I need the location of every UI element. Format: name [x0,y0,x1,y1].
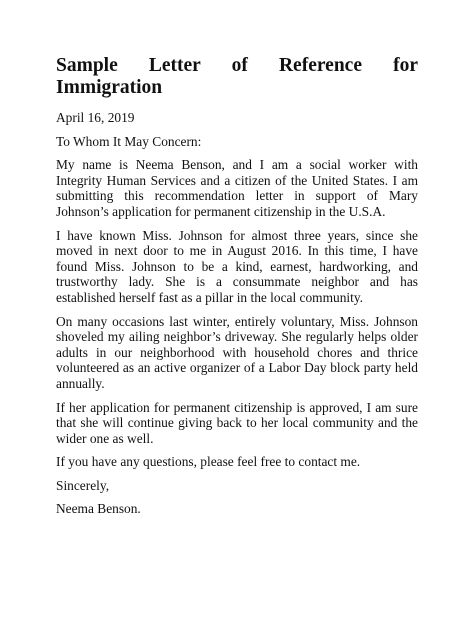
letter-title [56,55,418,99]
letter-paragraph-contact: If you have any questions, please feel free to contact me. [56,454,361,470]
letter-content [56,55,418,517]
letter-signature: Neema Benson. [56,501,141,517]
letter-salutation: To Whom It May Concern: [56,133,202,149]
letter-title-line-1: Sample Letter of Reference for [56,55,418,76]
letter-date: April 16, 2019 [56,110,135,125]
letter-paragraph-acquaintance: I have known Miss. Johnson for almost three years, since she moved in next door to me in August 2016. In this time, I have found Miss. Johnson to be a kind, earnest, hardworking, and trustworthy lady. She is a consummate neighbor and has established herself fast as a pillar in the local community. [56,227,418,305]
letter-paragraph-introduction: My name is Neema Benson, and I am a social worker with Integrity Human Services and a citizen of the United States. I am submitting this recommendation letter in support of Mary Johnson’s application for permanent citizenship in the U.S.A. [56,157,418,219]
letter-closing: Sincerely, [56,477,110,493]
letter-title-line-2: Immigration [56,77,163,98]
letter-paragraph-examples: On many occasions last winter, entirely voluntary, Miss. Johnson shoveled my ailing neighbor’s driveway. She regularly helps older adults in our neighborhood with household chores and thrice volunteered as an active organizer of a Labor Day block party held annually. [56,313,418,391]
letter-paragraph-recommendation: If her application for permanent citizenship is approved, I am sure that she will continue giving back to her local community and the wider one as well. [56,399,418,446]
